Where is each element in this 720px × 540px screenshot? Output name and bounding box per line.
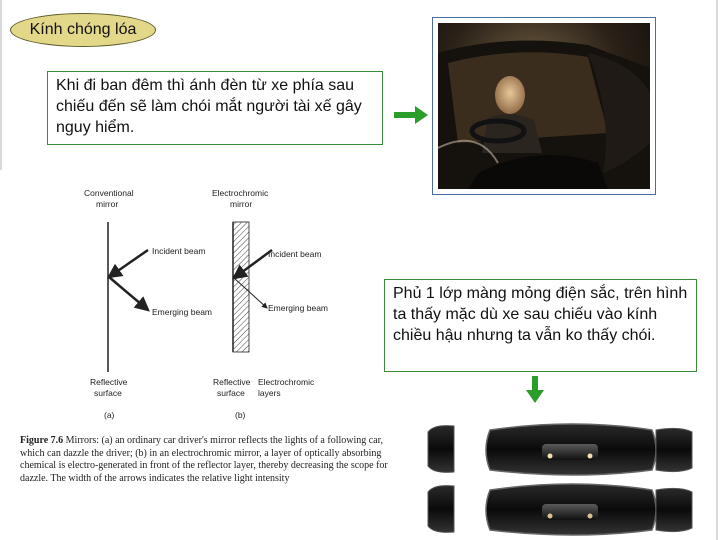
reflective-surface-b-label: Reflective [213, 377, 251, 387]
incident-beam-a-label: Incident beam [152, 246, 206, 256]
figure-caption [20, 435, 390, 485]
electrochromic-layers-label: Electrochromic [258, 377, 315, 387]
label-conventional-mirror: mirror [96, 199, 119, 209]
reflective-surface-b-label-2: surface [217, 388, 245, 398]
driver-in-car-image [438, 23, 650, 189]
emerging-beam-a-label: Emerging beam [152, 307, 213, 317]
electrochromic-layer [233, 222, 249, 352]
emerging-beam-b-label: Emerging beam [268, 303, 329, 313]
electrochromic-textbox [384, 279, 697, 372]
night-glare-textbox [47, 71, 383, 145]
sub-a-label: (a) [104, 410, 115, 420]
label-conventional: Conventional [84, 188, 134, 198]
electrochromic-layers-label-2: layers [258, 388, 281, 398]
title-text: Kính chóng lóa [29, 21, 137, 38]
mirror-top-right [656, 428, 692, 471]
arrow-right-icon [394, 106, 430, 124]
caption-label: Figure 7.6 [20, 435, 64, 446]
incident-beam-a [109, 250, 148, 277]
electrochromic-text: Phủ 1 lớp màng mỏng điện sắc, trên hình ta thấy mặc dù xe sau chiếu vào kính chiều hậu nhưng ta vẫn ko thấy chói. [393, 285, 688, 344]
mirror-bottom-left [428, 486, 454, 533]
label-electrochromic-mirror: mirror [230, 199, 253, 209]
incident-beam-b-label: Incident beam [268, 249, 322, 259]
mirror-bottom-right [656, 488, 692, 531]
slide-frame-left [0, 0, 2, 170]
night-glare-text: Khi đi ban đêm thì ánh đèn từ xe phía sau chiếu đến sẽ làm chói mắt người tài xế gây nguy hiểm. [56, 77, 362, 136]
label-electrochromic: Electrochromic [212, 188, 269, 198]
arrow-down-icon [526, 376, 544, 404]
driver-photo [432, 17, 656, 195]
caption-text: Mirrors: (a) an ordinary car driver's mirror reflects the lights of a following car, which can dazzle the driver; (b) in an electrochromic mirror, a layer of optically absorbing chemical is electro-generated in front of the reflector layer, thereby decreasing the scope for dazzle. The width of the arrows indicates the relative light intensity [20, 435, 388, 484]
title-badge [10, 13, 156, 47]
sub-b-label: (b) [235, 410, 246, 420]
reflective-surface-a-label-2: surface [94, 388, 122, 398]
mirror-top-left [428, 426, 454, 473]
reflective-surface-a-label: Reflective [90, 377, 128, 387]
rearview-mirrors-image [424, 420, 720, 540]
emerging-beam-a [109, 277, 148, 310]
